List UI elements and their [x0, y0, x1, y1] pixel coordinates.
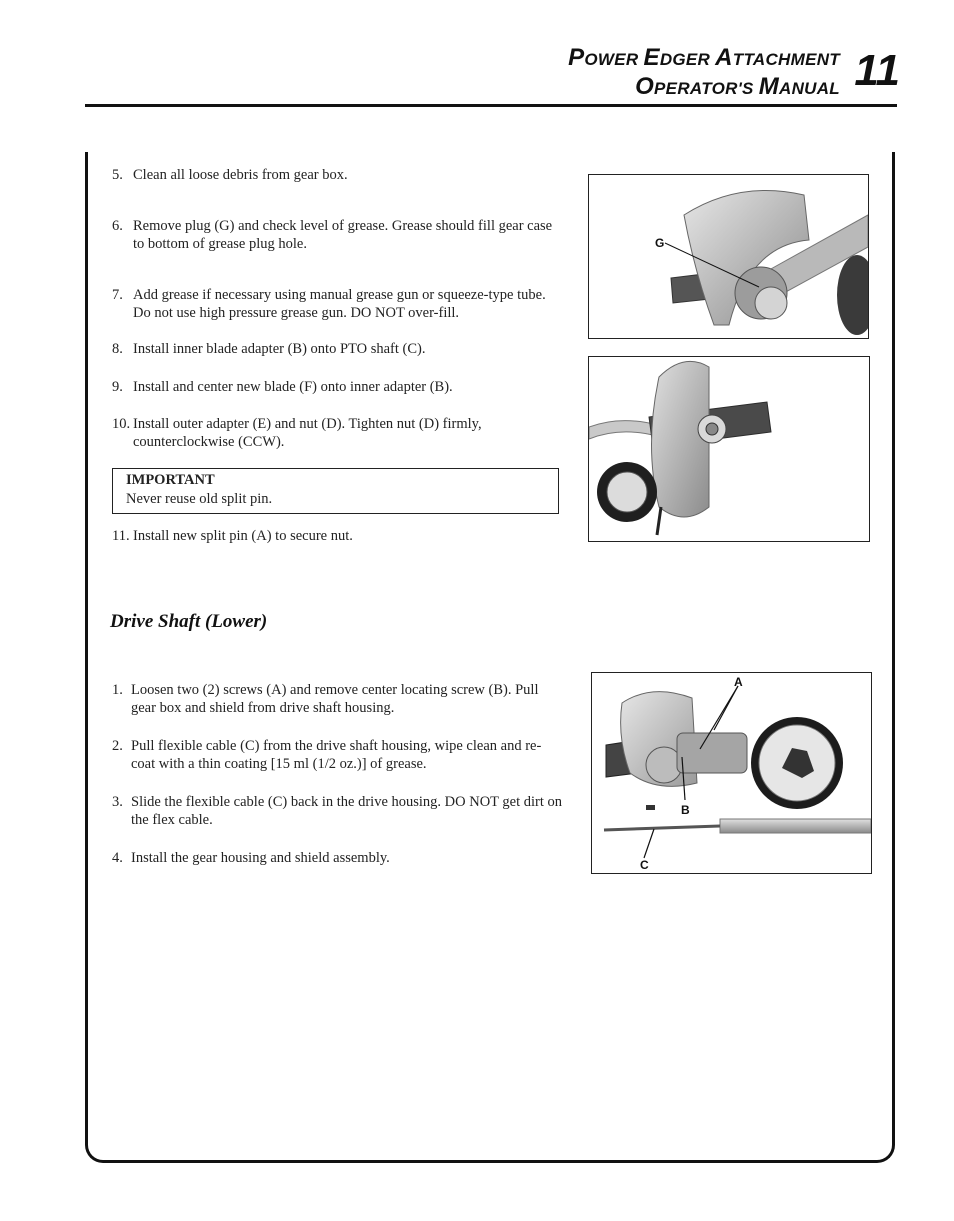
important-text: Never reuse old split pin. — [126, 491, 273, 507]
step-text: Install the gear housing and shield assembly. — [131, 850, 390, 866]
step-number: 10. — [112, 416, 131, 432]
title-word: DGER — [659, 50, 716, 69]
callout-b-label: B — [681, 803, 690, 817]
step-6 — [112, 217, 562, 253]
step-7 — [112, 286, 562, 322]
step-8 — [112, 340, 562, 358]
blade-illustration — [589, 357, 869, 541]
step-text: Pull flexible cable (C) from the drive shaft housing, wipe clean and re-coat with a thin coating [15 ml (1/2 oz.)] of grease. — [131, 738, 542, 772]
callout-c-label: C — [640, 858, 649, 872]
step-text: Add grease if necessary using manual grease gun or squeeze-type tube. Do not use high pressure grease gun. DO NOT over-fill. — [133, 287, 546, 321]
step-number: 3. — [112, 794, 123, 810]
title-word: ANUAL — [779, 79, 840, 98]
step-11 — [112, 527, 562, 545]
step-number: 9. — [112, 379, 123, 395]
title-initial: O — [635, 73, 655, 100]
important-notice — [112, 468, 559, 514]
step-text: Loosen two (2) screws (A) and remove center locating screw (B). Pull gear box and shield from drive shaft housing. — [131, 682, 539, 716]
step-number: 5. — [112, 167, 123, 183]
manual-title-line2 — [568, 73, 840, 102]
step-text: Install and center new blade (F) onto inner adapter (B). — [133, 379, 453, 395]
title-word: PERATOR'S — [654, 79, 759, 98]
manual-title — [568, 44, 840, 102]
page-number: 11 — [854, 46, 900, 95]
step-text: Remove plug (G) and check level of grease. Grease should fill gear case to bottom of grease plug hole. — [133, 218, 553, 252]
step-5 — [112, 166, 562, 184]
step-number: 2. — [112, 738, 123, 754]
title-initial: P — [568, 44, 585, 71]
step-9 — [112, 378, 562, 396]
step-text: Slide the flexible cable (C) back in the drive housing. DO NOT get dirt on the flex cable. — [131, 794, 563, 828]
drive-step-4 — [112, 849, 562, 867]
step-text: Install inner blade adapter (B) onto PTO shaft (C). — [133, 341, 426, 357]
section-heading: Drive Shaft (Lower) — [110, 611, 268, 632]
header-divider — [85, 104, 897, 107]
step-number: 8. — [112, 341, 123, 357]
callout-a-label: A — [734, 675, 743, 689]
step-number: 7. — [112, 287, 123, 303]
drive-step-2 — [112, 737, 562, 773]
step-text: Install new split pin (A) to secure nut. — [133, 528, 353, 544]
step-number: 6. — [112, 218, 123, 234]
step-text: Install outer adapter (E) and nut (D). Tighten nut (D) firmly, counterclockwise (CCW). — [133, 416, 482, 450]
manual-title-line1 — [568, 44, 840, 73]
title-word: OWER — [584, 50, 644, 69]
gearbox-grease-plug-photo — [588, 174, 869, 339]
gearbox-illustration — [589, 175, 868, 338]
step-number: 11. — [112, 528, 130, 544]
title-initial: M — [758, 73, 779, 100]
title-initial: A — [715, 44, 733, 71]
step-number: 1. — [112, 682, 123, 698]
callout-g-label: G — [655, 236, 665, 250]
step-10 — [112, 415, 532, 451]
drive-step-3 — [112, 793, 562, 829]
step-number: 4. — [112, 850, 123, 866]
drive-shaft-illustration — [592, 673, 871, 873]
drive-shaft-photo — [591, 672, 872, 874]
blade-installed-photo — [588, 356, 870, 542]
title-initial: E — [643, 44, 660, 71]
drive-step-1 — [112, 681, 562, 717]
important-title: IMPORTANT — [126, 472, 215, 488]
title-word: TTACHMENT — [732, 50, 840, 69]
step-text: Clean all loose debris from gear box. — [133, 167, 348, 183]
